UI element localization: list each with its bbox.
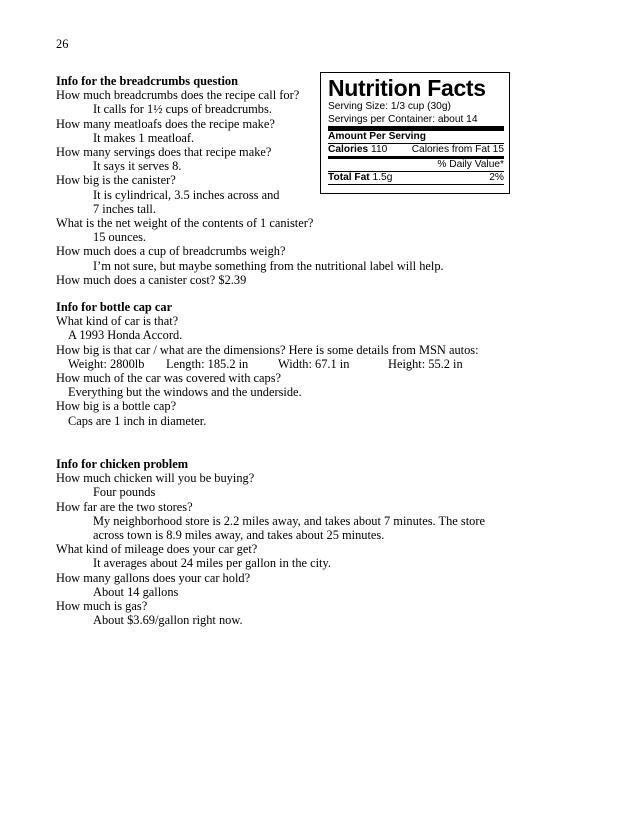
total-fat-row (328, 172, 504, 185)
total-fat-cell (328, 172, 392, 184)
question: How many gallons does your car hold? (56, 570, 251, 585)
answer: It makes 1 meatloaf. (93, 130, 195, 145)
question: What kind of mileage does your car get? (56, 542, 258, 557)
question: How much breadcrumbs does the recipe call for? (56, 88, 300, 103)
answer: Four pounds (93, 485, 156, 500)
answer: About $3.69/gallon right now. (93, 613, 243, 628)
car-specs (56, 357, 576, 371)
question: How many servings does that recipe make? (56, 145, 272, 160)
question: How much does a cup of breadcrumbs weigh? (56, 244, 286, 259)
section-heading: Info for bottle cap car (56, 300, 173, 314)
total-fat-value: 1.5g (372, 172, 393, 183)
amount-per-serving: Amount Per Serving (328, 131, 504, 144)
answer: It is cylindrical, 3.5 inches across and (93, 187, 280, 202)
answer: About 14 gallons (93, 584, 179, 599)
question: How much chicken will you be buying? (56, 471, 255, 486)
question: How much is gas? (56, 599, 148, 614)
answer: Caps are 1 inch in diameter. (68, 413, 207, 428)
answer: It calls for 1½ cups of breadcrumbs. (93, 102, 272, 117)
answer: It averages about 24 miles per gallon in the city. (93, 556, 331, 571)
bottle-cap-section (56, 300, 576, 428)
section-heading: Info for chicken problem (56, 457, 189, 471)
calories-row (328, 144, 504, 159)
total-fat-percent: 2% (489, 172, 504, 183)
question: How many meatloafs does the recipe make? (56, 116, 275, 131)
total-fat-label: Total Fat (328, 172, 370, 183)
question: How big is a bottle cap? (56, 399, 177, 414)
question: How much does a canister cost? $2.39 (56, 272, 247, 287)
spec-length: Length: 185.2 in (166, 356, 249, 371)
answer: A 1993 Honda Accord. (68, 328, 183, 343)
nutrition-facts-label (320, 72, 510, 194)
calories-cell (328, 144, 387, 156)
spec-width: Width: 67.1 in (278, 356, 350, 371)
servings-per-container: Servings per Container: about 14 (328, 114, 504, 131)
calories-label: Calories (328, 144, 369, 155)
answer: It says it serves 8. (93, 159, 182, 174)
spec-weight: Weight: 2800lb (68, 356, 145, 371)
calories-from-fat: Calories from Fat 15 (411, 144, 504, 155)
calories-value: 110 (371, 144, 388, 155)
section-heading: Info for the breadcrumbs question (56, 74, 238, 88)
question: How much of the car was covered with caps? (56, 371, 282, 386)
page-number: 26 (56, 37, 69, 51)
spec-height: Height: 55.2 in (388, 356, 463, 371)
answer: I’m not sure, but maybe something from the nutritional label will help. (93, 258, 444, 273)
daily-value-header: % Daily Value* (328, 159, 504, 172)
answer: My neighborhood store is 2.2 miles away, and takes about 7 minutes. The store (93, 513, 485, 528)
question: What kind of car is that? (56, 314, 179, 329)
chicken-section (56, 457, 576, 627)
nutrition-title: Nutrition Facts (328, 75, 486, 101)
answer: 7 inches tall. (93, 201, 156, 216)
question: What is the net weight of the contents of 1 canister? (56, 216, 314, 231)
answer: across town is 8.9 miles away, and takes about 25 minutes. (93, 528, 385, 543)
answer: Everything but the windows and the underside. (68, 385, 302, 400)
question: How far are the two stores? (56, 499, 193, 514)
question: How big is that car / what are the dimensions? Here is some details from MSN autos: (56, 342, 479, 357)
question: How big is the canister? (56, 173, 176, 188)
answer: 15 ounces. (93, 230, 146, 245)
serving-size: Serving Size: 1/3 cup (30g) (328, 101, 451, 112)
